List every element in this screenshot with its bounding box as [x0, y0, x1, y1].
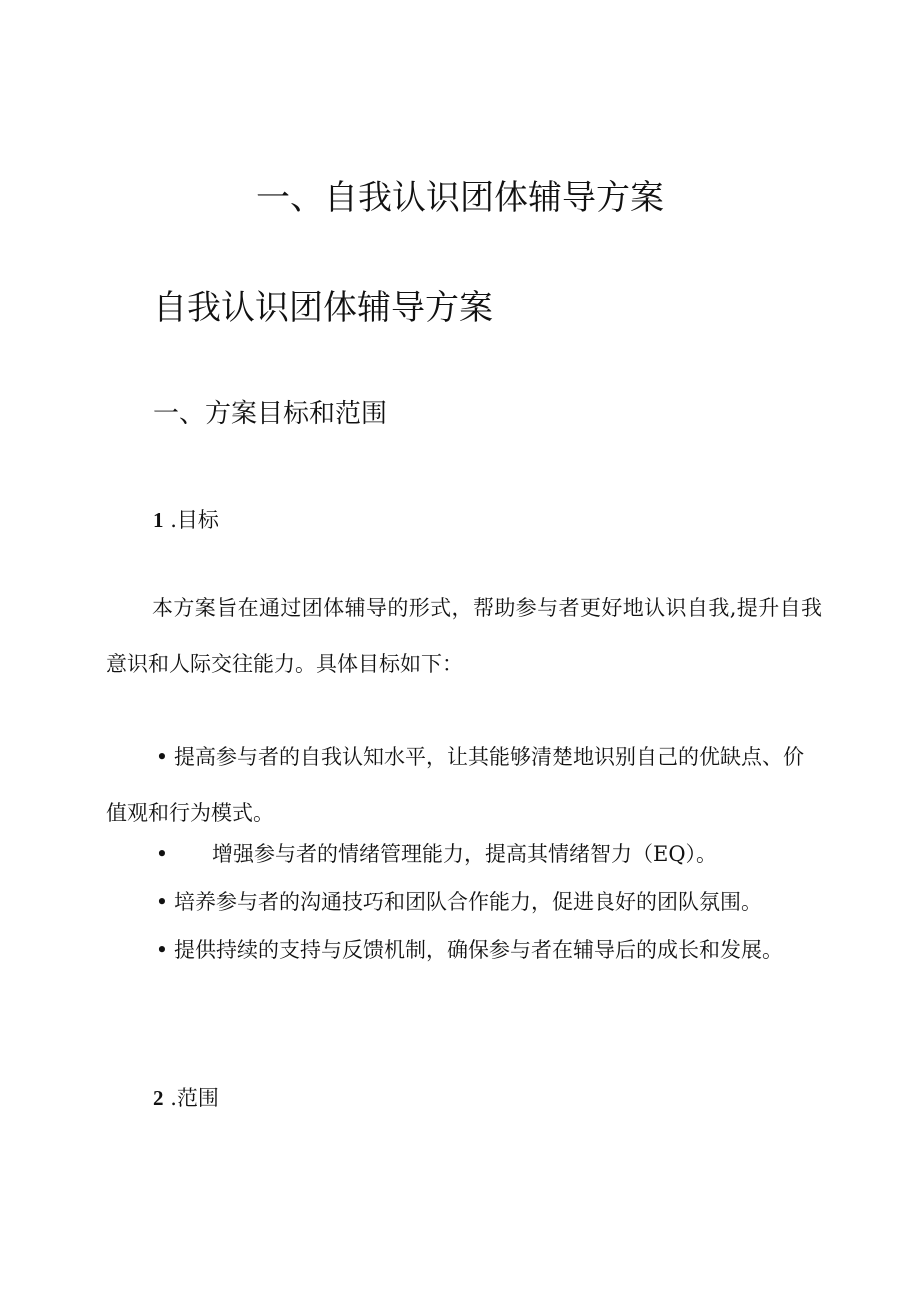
list-item-text: 提高参与者的自我认知水平，让其能够清楚地识别自己的优缺点、价值观和行为模式。 [106, 745, 804, 825]
subheading-goal-label: .目标 [170, 508, 219, 532]
document-main-title: 一、自我认识团体辅导方案 [256, 178, 664, 218]
list-item [106, 922, 822, 978]
document-subtitle: 自我认识团体辅导方案 [153, 288, 493, 328]
bullet-icon: • [155, 745, 169, 769]
subheading-goal-number: 1 [153, 508, 164, 532]
list-item-text: 增强参与者的情绪管理能力，提高其情绪智力（EQ）。 [212, 842, 718, 866]
subheading-scope-label: .范围 [170, 1086, 219, 1110]
bullet-icon: • [155, 938, 169, 962]
subheading-scope [153, 1082, 219, 1114]
subheading-goal [153, 504, 219, 536]
goal-intro-paragraph: 本方案旨在通过团体辅导的形式，帮助参与者更好地认识自我,提升自我意识和人际交往能力。具体目标如下： [106, 596, 822, 676]
bullet-icon: • [155, 842, 169, 866]
subheading-scope-number: 2 [153, 1086, 164, 1110]
bullet-icon: • [155, 890, 169, 914]
list-item-text: 提供持续的支持与反馈机制，确保参与者在辅导后的成长和发展。 [174, 938, 783, 962]
section-heading-goals-scope: 一、方案目标和范围 [153, 399, 388, 429]
list-item [106, 729, 822, 841]
list-item-text: 培养参与者的沟通技巧和团队合作能力，促进良好的团队氛围。 [174, 890, 762, 914]
